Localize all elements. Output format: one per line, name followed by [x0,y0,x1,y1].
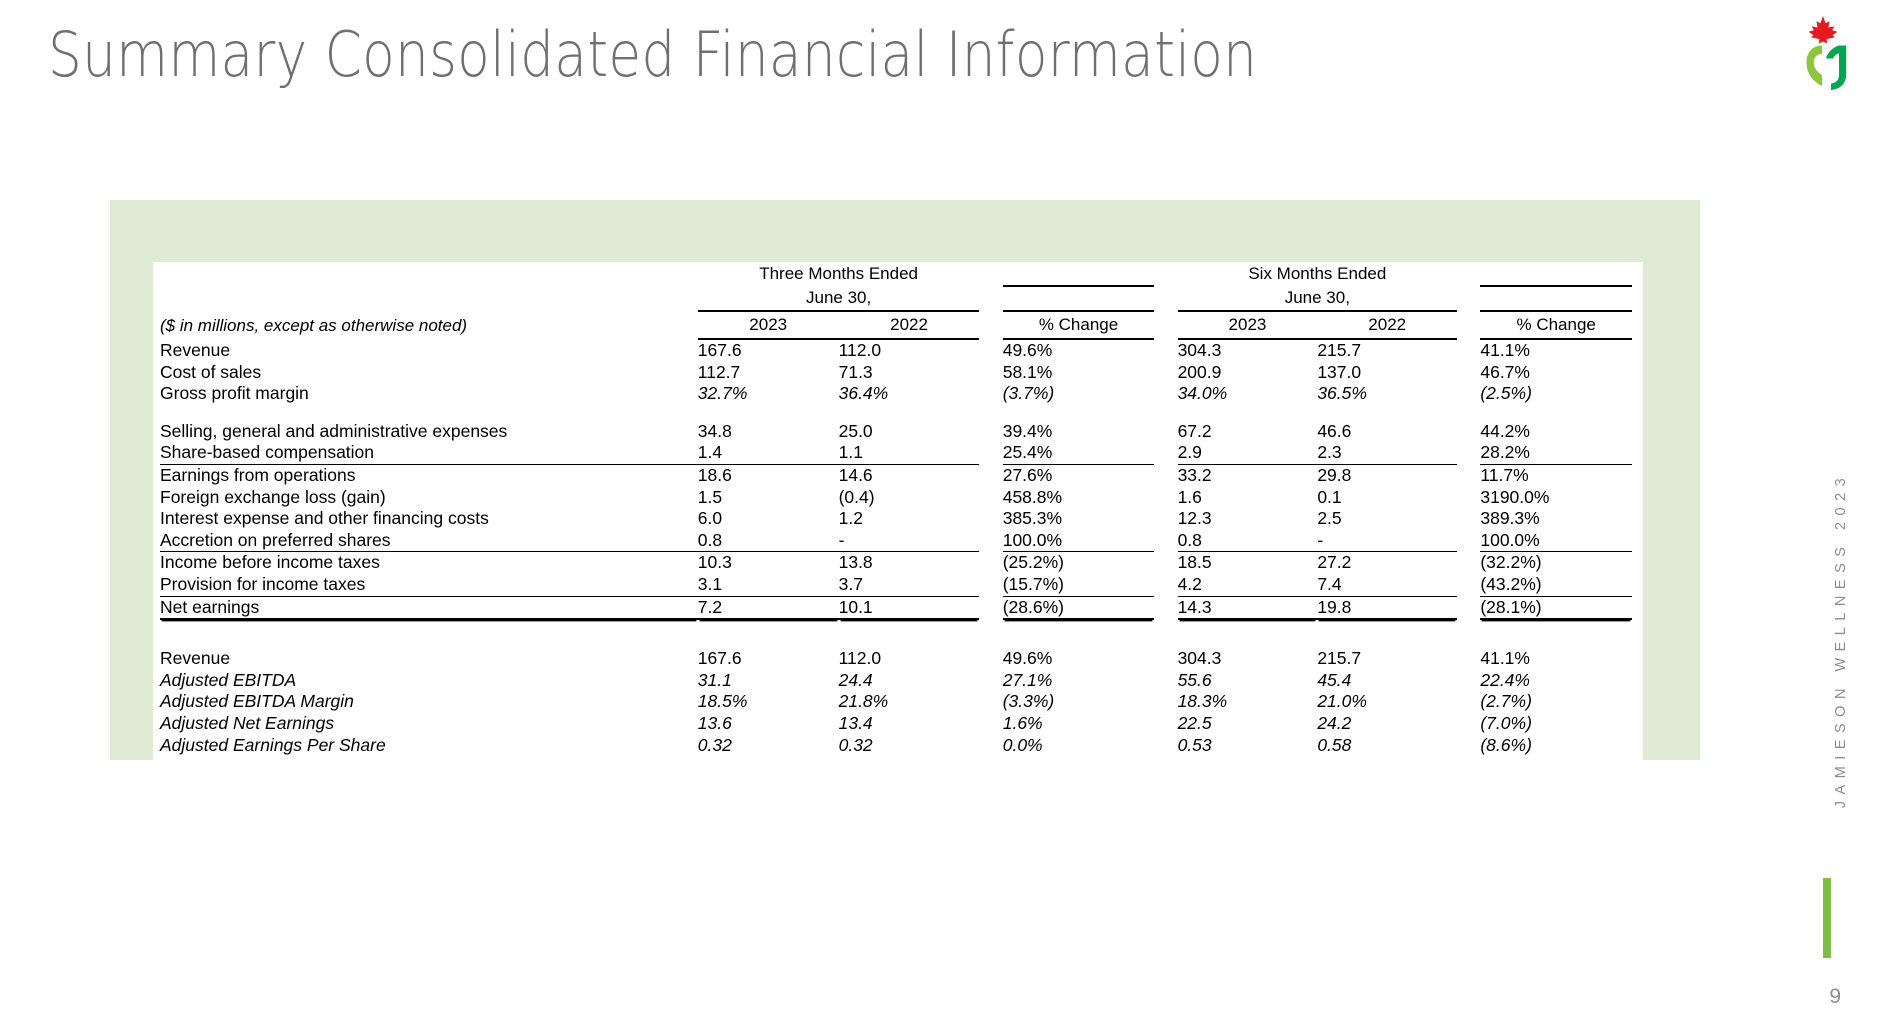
cell-gap [1457,670,1480,692]
cell-three-change: 49.6% [1002,648,1053,669]
cell-gap [979,383,1002,405]
cell-three-change: 458.8% [1002,486,1063,507]
cell-three-2023: 167.6 [697,648,742,669]
cell-gap [1457,552,1480,574]
cell-three-change: 1.6% [1002,712,1043,733]
group-change-rule-right [1480,286,1632,311]
unit-note: ($ in millions, except as otherwise noted) [160,316,468,335]
cell-three-2023: 13.6 [697,712,732,733]
cell-six-2023: 18.3% [1177,691,1228,712]
cell-gap [979,362,1002,384]
cell-gap [979,691,1002,713]
cell-three-2023: 7.2 [698,596,839,619]
header-gap-1 [979,311,1002,339]
cell-gap [1457,574,1480,596]
spacer-cell [1480,405,1632,421]
cell-three-change: 0.0% [1002,734,1043,755]
cell-three-2022: 0.32 [838,734,873,755]
spacer-cell [1457,619,1480,648]
group-gap-6 [1457,286,1480,311]
cell-six-2022: 137.0 [1317,361,1362,382]
cell-six-2022: 0.1 [1317,486,1342,507]
cell-three-2022: 10.1 [839,596,980,619]
spacer-cell [160,619,698,648]
cell-three-2022: 21.8% [838,691,889,712]
cell-three-change: 39.4% [1002,420,1053,441]
cell-gap [1457,648,1480,670]
row-spacer [160,619,1632,648]
table-row [160,648,1632,670]
spacer-cell [839,619,980,648]
spacer-cell [1154,619,1177,648]
table-row [160,552,1632,574]
cell-gap [1457,421,1480,443]
cell-three-2022: 3.7 [839,574,980,596]
cell-gap [1457,442,1480,464]
accent-bar [1823,878,1831,958]
side-rail-label: JAMIESON WELLNESS 2023 [1833,471,1850,809]
spacer-cell [1317,619,1457,648]
cell-gap [1154,383,1177,405]
table-group-header-row [160,262,1632,286]
cell-six-change: (2.5%) [1480,383,1532,404]
group-change-spacer-left [1003,262,1155,286]
cell-six-2023: 304.3 [1177,648,1222,669]
cell-three-2022: 1.2 [838,508,863,529]
cell-six-change: 11.7% [1480,464,1529,485]
cell-gap [979,735,1002,757]
cell-gap [1154,596,1177,619]
cell-six-2023: 1.6 [1177,486,1202,507]
cell-gap [1154,464,1177,486]
row-label: Gross profit margin [160,383,309,404]
cell-three-2023: 3.1 [698,574,839,596]
cell-six-change: 41.1% [1480,340,1530,360]
table-row [160,508,1632,530]
spacer-cell [1003,405,1155,421]
cell-six-change: 46.7% [1480,361,1530,382]
spacer-cell [698,619,839,648]
cell-six-2023: 2.9 [1178,442,1318,464]
cell-six-2022: 7.4 [1317,574,1457,596]
cell-six-2022: - [1317,530,1457,552]
cell-gap [1457,691,1480,713]
cell-gap [1457,339,1480,362]
cell-six-change: (2.7%) [1480,691,1532,712]
cell-six-2022: 46.6 [1317,420,1352,441]
table-row [160,713,1632,735]
cell-six-2022: 27.2 [1317,552,1352,573]
cell-six-change: 389.3% [1480,508,1540,529]
cell-three-change: (3.3%) [1002,691,1055,712]
row-label: Interest expense and other financing costs [160,508,489,529]
cell-gap [1154,574,1177,596]
spacer-cell [979,619,1002,648]
cell-three-2022: 24.4 [838,669,873,690]
cell-three-change: 49.6% [1002,340,1053,360]
spacer-cell [1178,619,1318,648]
row-label: Adjusted EBITDA Margin [160,691,354,712]
cell-gap [979,552,1002,574]
group-six-months-line2: June 30, [1178,286,1458,311]
group-gap-3 [1457,262,1480,286]
row-label: Earnings from operations [160,464,356,485]
table-row [160,596,1632,619]
group-gap-2 [1154,262,1177,286]
cell-three-2022: - [839,530,980,552]
cell-six-2023: 0.53 [1177,734,1212,755]
spacer-cell [698,405,839,421]
column-header-six-change: % Change [1480,311,1632,339]
row-label: Provision for income taxes [160,574,698,596]
group-header-spacer [160,262,698,286]
cell-gap [979,442,1002,464]
row-label: Adjusted Earnings Per Share [160,734,386,755]
cell-six-2023: 55.6 [1177,669,1212,690]
cell-gap [1457,487,1480,509]
cell-three-2023: 0.32 [697,734,732,755]
cell-gap [1457,713,1480,735]
cell-three-change: (15.7%) [1003,574,1155,596]
header-gap-2 [1154,311,1177,339]
spacer-cell [1480,619,1632,648]
cell-gap [979,596,1002,619]
cell-gap [1154,508,1177,530]
cell-six-2022: 2.5 [1317,508,1342,529]
table-row [160,574,1632,596]
cell-gap [1154,421,1177,443]
cell-gap [1154,648,1177,670]
cell-three-2022: 112.0 [838,648,882,669]
group-six-months-line1: Six Months Ended [1248,264,1387,283]
cell-three-2022: (0.4) [838,486,875,507]
cell-six-change: (32.2%) [1480,552,1542,573]
row-label: Cost of sales [160,361,262,382]
cell-three-2022: 36.4% [838,383,889,404]
row-label: Adjusted Net Earnings [160,712,335,733]
cell-six-2022: 19.8 [1317,596,1457,619]
cell-six-2023: 18.5 [1177,552,1212,573]
row-spacer [160,405,1632,421]
cell-gap [1154,442,1177,464]
side-rail [1821,420,1861,860]
spacer-cell [839,405,980,421]
table-row [160,442,1632,464]
cell-six-2023: 12.3 [1177,508,1212,529]
spacer-cell [1457,405,1480,421]
group-three-months-line2: June 30, [698,286,980,311]
page-title: Summary Consolidated Financial Information [48,18,1258,91]
cell-six-2022: 29.8 [1317,464,1352,485]
table-column-header-row [160,311,1632,339]
cell-six-change: (28.1%) [1480,596,1632,619]
header-gap-3 [1457,311,1480,339]
cell-six-change: (7.0%) [1480,712,1532,733]
table-row [160,670,1632,692]
cell-gap [1457,464,1480,486]
cell-six-change: (8.6%) [1480,734,1532,755]
cell-gap [1457,530,1480,552]
cell-gap [1154,670,1177,692]
cell-gap [979,339,1002,362]
cell-three-change: 385.3% [1002,508,1063,529]
table-row [160,421,1632,443]
column-header-six-2022: 2022 [1317,311,1457,339]
column-header-three-change: % Change [1003,311,1155,339]
cell-gap [1154,530,1177,552]
financial-summary-table [160,262,1632,756]
cell-three-change: 27.1% [1002,669,1053,690]
group-gap-5 [1154,286,1177,311]
row-label: Share-based compensation [160,442,698,464]
group-header-spacer-2 [160,286,698,311]
table-row [160,339,1632,362]
spacer-cell [160,405,698,421]
table-row [160,691,1632,713]
cell-six-2023: 67.2 [1177,420,1212,441]
jamieson-logo [1792,12,1854,90]
cell-three-change: (28.6%) [1003,596,1155,619]
cell-six-2023: 200.9 [1177,361,1222,382]
cell-three-2022: 13.8 [838,552,873,573]
cell-gap [979,530,1002,552]
spacer-cell [1178,405,1318,421]
cell-gap [1457,508,1480,530]
cell-gap [1457,735,1480,757]
cell-three-2022: 14.6 [838,464,873,485]
cell-three-change: (25.2%) [1002,552,1064,573]
cell-gap [1154,362,1177,384]
spacer-cell [979,405,1002,421]
cell-three-2023: 6.0 [697,508,723,529]
cell-three-2023: 18.6 [697,464,732,485]
column-header-six-2023: 2023 [1178,311,1318,339]
group-gap-4 [979,286,1002,311]
cell-three-2023: 167.6 [697,340,742,360]
row-label: Adjusted EBITDA [160,669,297,690]
cell-six-2022: 215.7 [1317,648,1362,669]
group-change-rule-left [1003,286,1155,311]
maple-leaf-icon [1809,16,1838,44]
cell-three-2023: 31.1 [697,669,732,690]
group-three-months-line1: Three Months Ended [759,264,918,283]
cell-three-2023: 34.8 [697,420,732,441]
cell-six-change: 22.4% [1480,669,1530,690]
cell-three-2022: 112.0 [838,340,882,360]
cell-gap [979,648,1002,670]
table-group-header-row-2 [160,286,1632,311]
cell-gap [1154,691,1177,713]
cell-six-2022: 45.4 [1317,669,1352,690]
cell-six-change: 44.2% [1480,420,1530,441]
cell-gap [979,670,1002,692]
cell-six-2022: 2.3 [1317,442,1457,464]
spacer-cell [1003,619,1155,648]
cell-gap [979,487,1002,509]
cell-six-2022: 36.5% [1317,383,1367,404]
logo-left-leaf [1807,46,1823,87]
table-row [160,735,1632,757]
cell-six-change: (43.2%) [1480,574,1632,596]
cell-six-2023: 304.3 [1177,340,1222,360]
cell-gap [1154,487,1177,509]
cell-three-2022: 1.1 [839,442,980,464]
cell-six-2023: 34.0% [1177,383,1228,404]
cell-six-2023: 0.8 [1178,530,1318,552]
spacer-cell [1154,405,1177,421]
cell-gap [979,574,1002,596]
cell-gap [1154,339,1177,362]
cell-six-2023: 33.2 [1177,464,1212,485]
row-label: Foreign exchange loss (gain) [160,486,386,507]
cell-three-2023: 18.5% [697,691,748,712]
cell-six-2023: 22.5 [1177,712,1212,733]
table-row [160,383,1632,405]
cell-gap [1457,383,1480,405]
cell-gap [979,508,1002,530]
row-label: Revenue [160,340,231,360]
row-label: Selling, general and administrative expenses [160,420,508,441]
cell-six-change: 28.2% [1480,442,1632,464]
cell-six-2023: 4.2 [1178,574,1318,596]
cell-three-change: 58.1% [1002,361,1053,382]
column-header-three-2023: 2023 [698,311,839,339]
table-row [160,530,1632,552]
cell-gap [1154,552,1177,574]
cell-six-2022: 0.58 [1317,734,1352,755]
cell-three-2023: 10.3 [697,552,732,573]
cell-gap [979,713,1002,735]
cell-three-2023: 112.7 [697,361,741,382]
row-label: Revenue [160,648,231,669]
cell-three-2023: 1.4 [698,442,839,464]
cell-three-2023: 1.5 [697,486,723,507]
cell-six-2022: 21.0% [1317,691,1367,712]
table-row [160,464,1632,486]
row-label: Income before income taxes [160,552,380,573]
group-change-spacer-right [1480,262,1632,286]
cell-gap [979,464,1002,486]
cell-gap [1457,596,1480,619]
cell-three-2022: 25.0 [838,420,873,441]
cell-three-2022: 13.4 [838,712,873,733]
spacer-cell [1317,405,1457,421]
cell-six-change: 3190.0% [1480,486,1550,507]
cell-three-2023: 32.7% [697,383,748,404]
row-label: Net earnings [160,596,698,619]
table-row [160,487,1632,509]
cell-gap [979,421,1002,443]
cell-gap [1154,713,1177,735]
cell-gap [1457,362,1480,384]
cell-six-change: 100.0% [1480,530,1632,552]
cell-three-change: 27.6% [1002,464,1053,485]
logo-right-leaf [1826,46,1846,91]
table-body [160,339,1632,756]
cell-three-2023: 0.8 [698,530,839,552]
column-header-three-2022: 2022 [839,311,980,339]
group-gap [979,262,1002,286]
cell-gap [1154,735,1177,757]
cell-six-change: 41.1% [1480,648,1530,669]
cell-three-change: (3.7%) [1002,383,1055,404]
cell-three-change: 100.0% [1003,530,1155,552]
cell-six-2022: 24.2 [1317,712,1352,733]
cell-six-2022: 215.7 [1317,340,1362,360]
cell-three-2022: 71.3 [838,361,873,382]
row-label: Accretion on preferred shares [160,530,698,552]
table-row [160,362,1632,384]
cell-six-2023: 14.3 [1178,596,1318,619]
page-number: 9 [1829,985,1841,1008]
cell-three-change: 25.4% [1003,442,1155,464]
